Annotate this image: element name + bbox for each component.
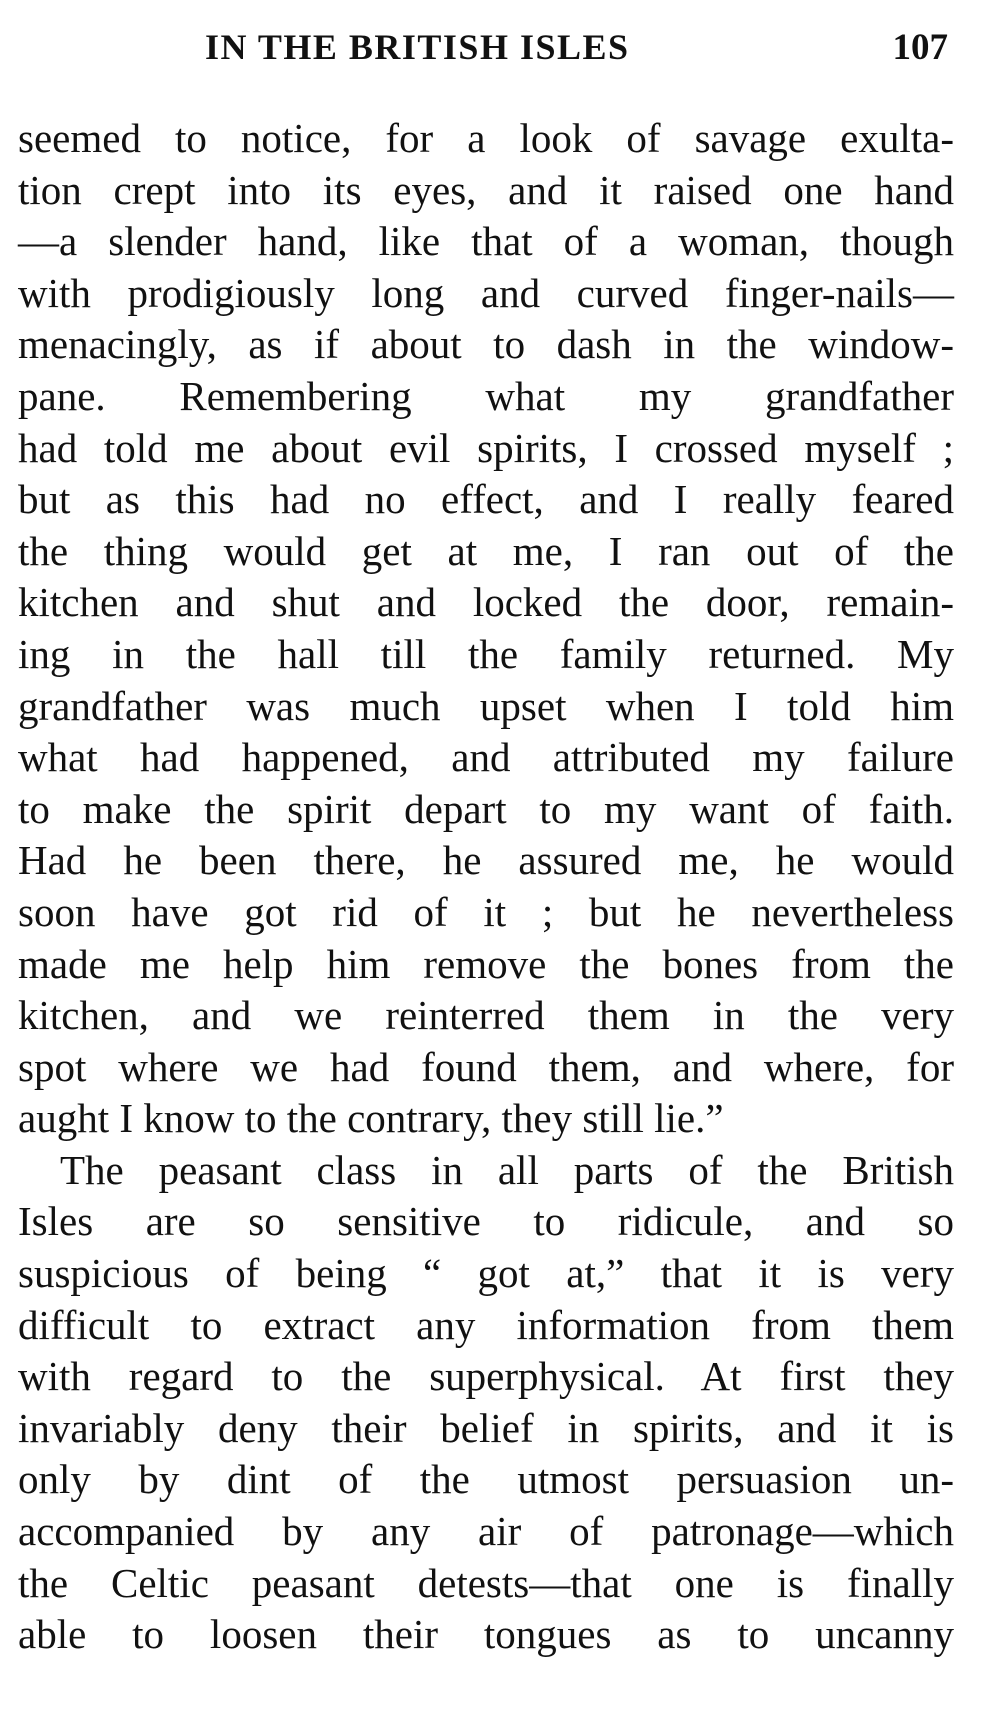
text-line: accompanied by any air of patronage—which [18,1508,954,1555]
text-line: menacingly, as if about to dash in the window- [18,321,954,368]
body-text [18,113,954,1661]
text-line: invariably deny their belief in spirits, and it is [18,1404,954,1451]
text-line: to make the spirit depart to my want of faith. [18,785,954,832]
paragraph [18,1145,954,1661]
paragraph [18,113,954,1145]
running-head [0,26,1000,86]
text-line: soon have got rid of it ; but he nevertheless [18,888,954,935]
text-line: ing in the hall till the family returned. My [18,630,954,677]
text-line: with prodigiously long and curved finger-nails— [18,269,954,316]
text-line: difficult to extract any information from them [18,1301,954,1348]
text-line: Had he been there, he assured me, he would [18,837,954,884]
text-line: aught I know to the contrary, they still lie.” [18,1095,724,1142]
text-line: the thing would get at me, I ran out of the [18,527,954,574]
text-line: suspicious of being “ got at,” that it is very [18,1250,954,1297]
text-line: grandfather was much upset when I told him [18,682,954,729]
text-line: the Celtic peasant detests—that one is finally [18,1559,954,1606]
text-line: spot where we had found them, and where, for [18,1043,954,1090]
text-line: able to loosen their tongues as to uncanny [18,1611,954,1658]
text-line: had told me about evil spirits, I crossed myself ; [18,424,954,471]
text-line: kitchen, and we reinterred them in the very [18,992,954,1039]
text-line: but as this had no effect, and I really feared [18,476,954,523]
text-line: with regard to the superphysical. At first they [18,1353,954,1400]
text-line: Isles are so sensitive to ridicule, and so [18,1198,954,1245]
text-line: made me help him remove the bones from the [18,940,954,987]
page-number: 107 [892,27,948,68]
text-line: what had happened, and attributed my failure [18,734,954,781]
text-line: kitchen and shut and locked the door, remain- [18,579,954,626]
text-line: —a slender hand, like that of a woman, though [18,218,954,265]
text-line: pane. Remembering what my grandfather [18,372,954,419]
running-head-title: IN THE BRITISH ISLES [205,27,630,67]
text-line: The peasant class in all parts of the British [60,1146,954,1193]
text-line: only by dint of the utmost persuasion un- [18,1456,954,1503]
text-line: seemed to notice, for a look of savage exulta- [18,115,954,161]
text-line: tion crept into its eyes, and it raised one hand [18,166,954,213]
